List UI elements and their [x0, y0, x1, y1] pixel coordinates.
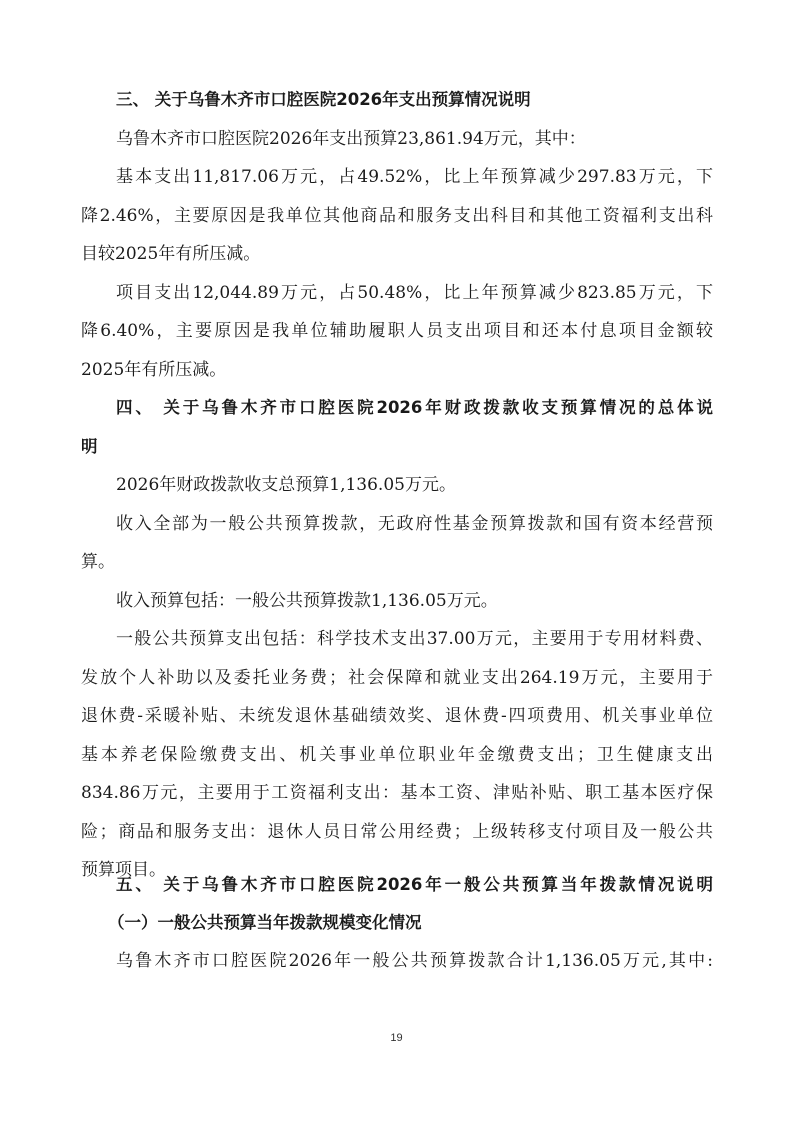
section-4-heading-cont: 明 — [81, 437, 98, 456]
section-5-heading: 五、 关于乌鲁木齐市口腔医院2026年一般公共预算当年拨款情况说明 — [116, 875, 713, 894]
paragraph-line: 目较2025年有所压减。 — [81, 244, 261, 264]
paragraph: 乌鲁木齐市口腔医院2026年一般公共预算拨款合计1,136.05万元,其中: — [116, 951, 713, 971]
paragraph: 2026年财政拨款收支总预算1,136.05万元。 — [116, 475, 456, 495]
paragraph: 乌鲁木齐市口腔医院2026年支出预算23,861.94万元，其中： — [116, 129, 586, 149]
paragraph-line: 退休费-采暖补贴、未统发退休基础绩效奖、退休费-四项费用、机关事业单位 — [81, 706, 713, 726]
page-number: 19 — [390, 1032, 403, 1044]
paragraph-line: 834.86万元，主要用于工资福利支出：基本工资、津贴补贴、职工基本医疗保 — [81, 783, 713, 803]
subsection-heading: （一）一般公共预算当年拨款规模变化情况 — [108, 913, 422, 932]
paragraph-line: 降2.46%，主要原因是我单位其他商品和服务支出科目和其他工资福利支出科 — [81, 206, 713, 226]
paragraph-line: 险；商品和服务支出：退休人员日常公用经费；上级转移支付项目及一般公共 — [81, 822, 713, 842]
paragraph-line: 发放个人补助以及委托业务费；社会保障和就业支出264.19万元，主要用于 — [81, 668, 713, 688]
paragraph-line: 2025年有所压减。 — [81, 360, 227, 380]
paragraph-line: 预算项目。 — [81, 860, 166, 880]
section-4-heading: 四、 关于乌鲁木齐市口腔医院2026年财政拨款收支预算情况的总体说 — [116, 398, 713, 417]
paragraph: 收入预算包括：一般公共预算拨款1,136.05万元。 — [116, 591, 498, 611]
paragraph: 一般公共预算支出包括：科学技术支出37.00万元，主要用于专用材料费、 — [116, 629, 713, 649]
paragraph: 项目支出12,044.89万元，占50.48%，比上年预算减少823.85万元，下 — [116, 283, 713, 303]
paragraph-line: 基本养老保险缴费支出、机关事业单位职业年金缴费支出；卫生健康支出 — [81, 745, 713, 765]
paragraph-line: 降6.40%，主要原因是我单位辅助履职人员支出项目和还本付息项目金额较 — [81, 321, 713, 341]
section-3-heading: 三、 关于乌鲁木齐市口腔医院2026年支出预算情况说明 — [116, 90, 531, 109]
paragraph: 收入全部为一般公共预算拨款，无政府性基金预算拨款和国有资本经营预 — [116, 514, 713, 534]
paragraph: 基本支出11,817.06万元，占49.52%，比上年预算减少297.83万元，下 — [116, 167, 713, 187]
paragraph-line: 算。 — [81, 552, 115, 572]
